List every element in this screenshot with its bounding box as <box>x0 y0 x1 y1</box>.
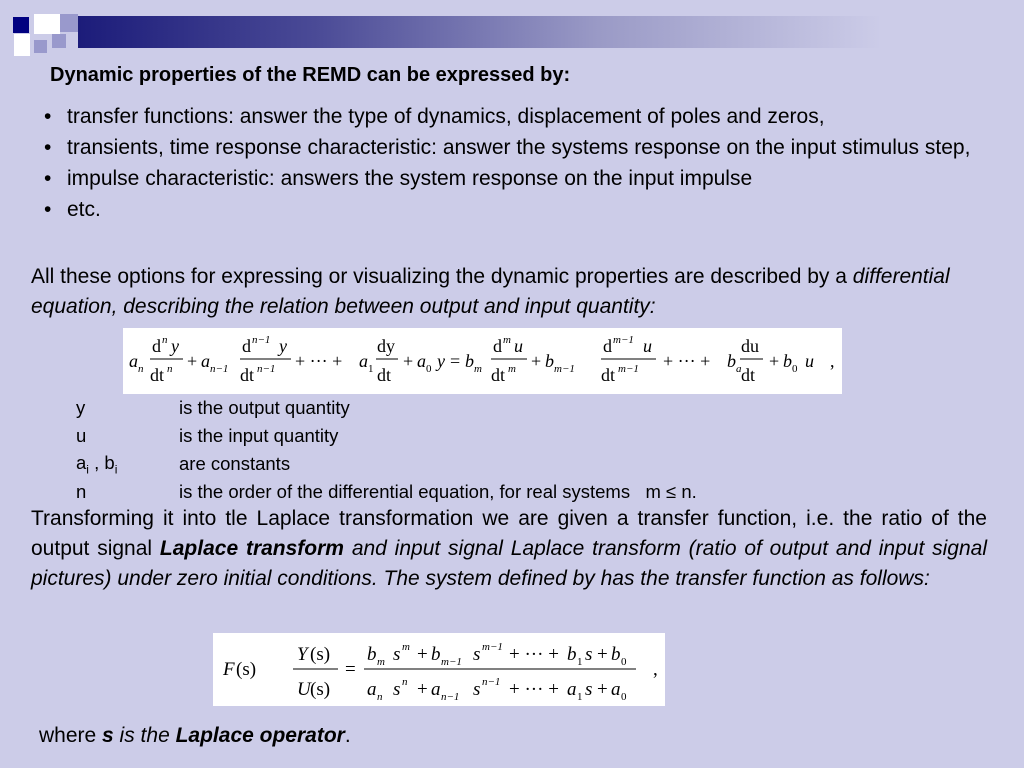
svg-text:a: a <box>417 351 426 371</box>
definition-row <box>76 422 697 450</box>
svg-text:n: n <box>138 363 144 375</box>
svg-text:m: m <box>474 363 482 375</box>
svg-text:s: s <box>473 644 481 665</box>
laplace-bold-text: Laplace transform <box>159 537 344 560</box>
definition-text: is the input quantity <box>179 425 339 446</box>
laplace-italic-text: and input signal Laplace transform (ratio of output and input signal pictures) under zero initial conditions. The system defined by has the transfer function as follows: <box>31 537 987 590</box>
svg-text:0: 0 <box>792 363 798 375</box>
svg-text:du: du <box>741 336 759 356</box>
svg-text:a: a <box>736 363 742 375</box>
svg-text:0: 0 <box>426 363 432 375</box>
symbol-definitions <box>76 394 697 506</box>
bullet-item: • transfer functions: answer the type of dynamics, displacement of poles and zeros, <box>44 101 1004 132</box>
svg-text:dt: dt <box>150 365 165 385</box>
svg-text:s: s <box>473 679 481 700</box>
svg-text:+: + <box>597 644 608 665</box>
svg-text:y: y <box>171 336 179 356</box>
svg-text:s: s <box>393 644 401 665</box>
term-bm1 <box>545 334 656 385</box>
svg-text:1: 1 <box>577 656 583 668</box>
svg-text:y: y <box>437 351 445 371</box>
svg-text:=: = <box>450 351 461 371</box>
svg-text:+: + <box>417 679 428 700</box>
svg-text:d: d <box>603 336 612 356</box>
svg-text:d: d <box>242 336 251 356</box>
svg-text:a: a <box>611 679 621 700</box>
definition-text: are constants <box>179 453 291 474</box>
definition-symbol: y <box>76 397 86 418</box>
definition-text: is the output quantity <box>179 397 350 418</box>
svg-text:a: a <box>367 679 377 700</box>
logo-square-light <box>60 14 78 32</box>
svg-text:0: 0 <box>621 691 627 703</box>
svg-text:a: a <box>129 351 138 371</box>
term-ba <box>727 336 763 385</box>
svg-text:1: 1 <box>577 691 583 703</box>
svg-text:b: b <box>431 644 441 665</box>
laplace-paragraph <box>31 504 987 594</box>
svg-text:b: b <box>465 351 474 371</box>
bullet-item: • transients, time response characteristic: answer the systems response on the input stimulus step, <box>44 132 1004 163</box>
svg-text:(s): (s) <box>236 659 257 680</box>
bullet-item: • etc. <box>44 194 1004 225</box>
svg-text:=: = <box>345 659 356 680</box>
intro-text: All these options for expressing or visualizing the dynamic properties are described by a <box>31 265 853 288</box>
definition-text: is the order of the differential equation, for real systems m ≤ n. <box>179 481 697 502</box>
svg-text:+: + <box>187 351 198 371</box>
svg-text:n: n <box>162 334 168 346</box>
svg-text:u: u <box>805 351 814 371</box>
svg-text:a: a <box>431 679 441 700</box>
svg-text:a: a <box>567 679 577 700</box>
svg-text:m: m <box>508 363 516 375</box>
intro-italic-text: differential equation, describing the relation between output and input quantity: <box>31 265 950 318</box>
definition-row <box>76 478 697 506</box>
bullet-item: • impulse characteristic: answers the system response on the input impulse <box>44 163 1004 194</box>
bullet-list <box>44 101 1004 225</box>
svg-text:dt: dt <box>377 365 392 385</box>
svg-text:+ ··· +: + ··· + <box>509 644 559 665</box>
differential-equation-formula <box>123 328 842 394</box>
transfer-function-formula <box>213 633 665 706</box>
svg-text:+ ··· +: + ··· + <box>663 351 711 371</box>
svg-text:b: b <box>783 351 792 371</box>
svg-text:n−1: n−1 <box>257 363 276 375</box>
svg-text:u: u <box>514 336 523 356</box>
svg-text:+: + <box>417 644 428 665</box>
svg-text:n: n <box>167 363 173 375</box>
svg-text:m: m <box>402 641 410 653</box>
slide-heading: Dynamic properties of the REMD can be expressed by: <box>50 64 571 86</box>
svg-text:+ ··· +: + ··· + <box>295 351 343 371</box>
svg-text:b: b <box>545 351 554 371</box>
svg-text:m−1: m−1 <box>613 334 634 346</box>
logo-square-light-3 <box>52 34 66 48</box>
svg-text:+ ··· +: + ··· + <box>509 679 559 700</box>
svg-text:n−1: n−1 <box>441 691 460 703</box>
svg-text:b: b <box>567 644 577 665</box>
svg-text:m−1: m−1 <box>441 656 462 668</box>
svg-text:s: s <box>393 679 401 700</box>
svg-text:dy: dy <box>377 336 395 356</box>
svg-text:m−1: m−1 <box>618 363 639 375</box>
svg-text:+: + <box>769 351 780 371</box>
svg-text:F: F <box>223 659 235 680</box>
title-banner <box>78 16 1024 48</box>
intro-paragraph <box>31 262 987 322</box>
svg-text:m−1: m−1 <box>554 363 575 375</box>
definition-symbol: u <box>76 425 87 446</box>
svg-text:y: y <box>279 336 287 356</box>
denominator <box>367 676 627 703</box>
svg-text:n: n <box>377 691 383 703</box>
svg-text:dt: dt <box>741 365 756 385</box>
svg-text:+: + <box>531 351 542 371</box>
where-line: where s is the Laplace operator. <box>39 724 351 747</box>
svg-text:b: b <box>367 644 377 665</box>
svg-text:a: a <box>359 351 368 371</box>
svg-text:n−1: n−1 <box>252 334 271 346</box>
definition-row <box>76 450 697 478</box>
numerator <box>367 641 627 668</box>
term-a1 <box>359 336 398 385</box>
definition-symbol: n <box>76 481 87 502</box>
svg-text:Y: Y <box>297 644 308 665</box>
svg-text:a: a <box>201 351 210 371</box>
svg-text:m: m <box>503 334 511 346</box>
svg-text:1: 1 <box>368 363 374 375</box>
logo-square-light-2 <box>34 40 47 53</box>
svg-text:d: d <box>493 336 502 356</box>
definition-symbol: $a_i$ , $b_i$ <box>76 451 118 477</box>
logo-square-white-2 <box>14 34 30 56</box>
term-an <box>129 334 183 385</box>
svg-text:u: u <box>643 336 652 356</box>
svg-text:dt: dt <box>601 365 616 385</box>
svg-text:d: d <box>152 336 161 356</box>
svg-text:U: U <box>297 679 311 700</box>
definition-row <box>76 394 697 422</box>
svg-text:(s): (s) <box>310 679 331 700</box>
svg-text:(s): (s) <box>310 644 331 665</box>
svg-text:0: 0 <box>621 656 627 668</box>
svg-text:+: + <box>597 679 608 700</box>
svg-text:,: , <box>830 351 835 371</box>
laplace-text: Transforming it into tle Laplace transformation we are given a transfer function, i.e. the ratio of the output signal <box>31 507 987 560</box>
term-bm <box>465 334 527 385</box>
logo-square-white <box>34 14 60 34</box>
svg-text:b: b <box>611 644 621 665</box>
term-an1 <box>201 334 291 385</box>
svg-text:n−1: n−1 <box>482 676 501 688</box>
svg-text:dt: dt <box>491 365 506 385</box>
svg-text:s: s <box>585 644 593 665</box>
svg-text:b: b <box>727 351 736 371</box>
logo-square-dark <box>13 17 29 33</box>
svg-text:n: n <box>402 676 408 688</box>
svg-text:+: + <box>403 351 414 371</box>
svg-text:s: s <box>585 679 593 700</box>
svg-text:n−1: n−1 <box>210 363 229 375</box>
svg-text:dt: dt <box>240 365 255 385</box>
svg-text:m−1: m−1 <box>482 641 503 653</box>
svg-text:m: m <box>377 656 385 668</box>
svg-text:,: , <box>653 659 658 680</box>
